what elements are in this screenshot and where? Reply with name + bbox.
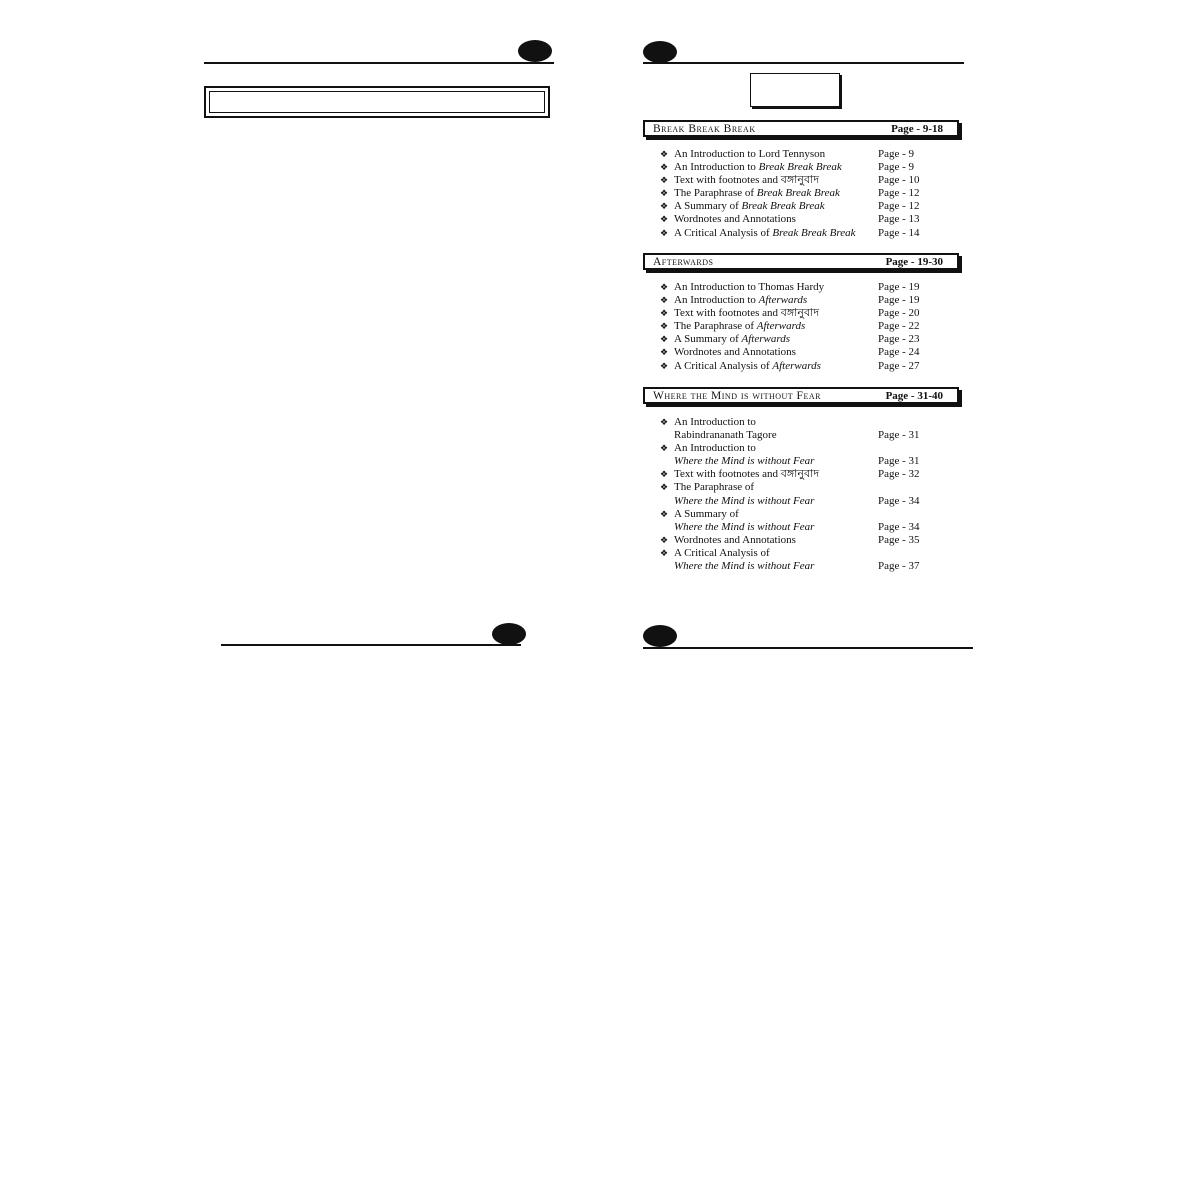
- item-text: Where the Mind is without Fear: [674, 455, 815, 468]
- item-text: Wordnotes and Annotations: [674, 213, 796, 226]
- item-text: A Summary of Afterwards: [674, 333, 791, 346]
- list-item-continuation: [660, 495, 960, 508]
- item-text: A Critical Analysis of Break Break Break: [674, 226, 856, 239]
- item-page: Page - 23: [878, 333, 920, 346]
- list-item: [660, 481, 960, 494]
- bullet-icon: ❖: [660, 282, 669, 292]
- list-item: [660, 187, 960, 200]
- item-page: Page - 20: [878, 307, 920, 320]
- item-page: Page - 37: [878, 560, 920, 573]
- section-title: Afterwards: [653, 255, 714, 268]
- list-item: [660, 360, 960, 373]
- list-item: [660, 468, 960, 481]
- work-title: Afterwards: [741, 333, 791, 346]
- item-page: Page - 19: [878, 294, 920, 307]
- list-item: [660, 281, 960, 294]
- bullet-icon: ❖: [660, 321, 669, 332]
- section-item-list: [660, 148, 960, 240]
- bullet-icon: ❖: [660, 547, 669, 558]
- item-page: Page - 35: [878, 533, 920, 546]
- page6-top-rule: [643, 62, 964, 64]
- bullet-icon: ❖: [660, 175, 669, 186]
- page7-top-rule: [221, 644, 521, 646]
- list-item: [660, 174, 960, 187]
- item-text: Where the Mind is without Fear: [674, 560, 815, 573]
- indent: [660, 429, 674, 442]
- page5-top-rule: [204, 62, 554, 64]
- item-page: Page - 31: [878, 429, 920, 442]
- item-page: Page - 13: [878, 213, 920, 226]
- bullet-icon: ❖: [660, 508, 669, 519]
- item-text: An Introduction to Break Break Break: [674, 161, 842, 174]
- bullet-icon: ❖: [660, 149, 669, 159]
- bullet-icon: ❖: [660, 443, 669, 454]
- indent: [660, 521, 674, 534]
- page6-number: [643, 41, 677, 63]
- list-item-continuation: [660, 455, 960, 468]
- list-item: [660, 320, 960, 333]
- bullet-icon: ❖: [660, 308, 669, 319]
- item-page: Page - 34: [878, 520, 920, 533]
- item-page: Page - 24: [878, 346, 920, 359]
- work-title: Break Break Break: [758, 161, 842, 174]
- work-title: Afterwards: [756, 320, 806, 333]
- item-page: Page - 19: [878, 281, 920, 293]
- work-title: Break Break Break: [772, 226, 856, 239]
- page8-top-rule: [643, 647, 973, 649]
- list-item: [660, 200, 960, 213]
- item-text: Wordnotes and Annotations: [674, 346, 796, 359]
- item-text: An Introduction to: [674, 442, 756, 455]
- item-page: Page - 9: [878, 148, 915, 160]
- page7-number: [492, 623, 526, 645]
- section-item-list: [660, 281, 960, 373]
- work-title: Break Break Break: [756, 187, 840, 200]
- item-text: The Paraphrase of Break Break Break: [674, 187, 840, 200]
- list-item: [660, 442, 960, 455]
- list-item: [660, 333, 960, 346]
- item-text: A Summary of Break Break Break: [674, 200, 825, 213]
- list-item: [660, 416, 960, 429]
- list-item: [660, 307, 960, 320]
- item-text: Where the Mind is without Fear: [674, 494, 815, 507]
- list-item: [660, 213, 960, 226]
- bullet-icon: ❖: [660, 534, 669, 545]
- bullet-icon: ❖: [660, 295, 669, 306]
- bullet-icon: ❖: [660, 201, 669, 212]
- bullet-icon: ❖: [660, 334, 669, 345]
- work-title: Break Break Break: [741, 200, 825, 213]
- section-pages: Page - 19-30: [885, 255, 943, 268]
- syllabus-box: [204, 86, 550, 118]
- work-title: Afterwards: [772, 359, 821, 372]
- list-item-continuation: [660, 560, 960, 573]
- section-header-box: [643, 253, 959, 270]
- section-title: Where the Mind is without Fear: [653, 389, 821, 402]
- bullet-icon: ❖: [660, 347, 669, 358]
- item-text: Wordnotes and Annotations: [674, 533, 796, 546]
- item-text: Where the Mind is without Fear: [674, 520, 815, 533]
- list-item-continuation: [660, 429, 960, 442]
- item-text: A Critical Analysis of Afterwards: [674, 359, 821, 372]
- item-page: Page - 10: [878, 174, 920, 187]
- item-page: Page - 14: [878, 226, 920, 239]
- bullet-icon: ❖: [660, 482, 669, 493]
- item-page: Page - 12: [878, 200, 920, 213]
- item-text: An Introduction to Afterwards: [674, 294, 808, 307]
- list-item: [660, 547, 960, 560]
- work-title: Afterwards: [758, 294, 808, 307]
- item-text: The Paraphrase of: [674, 481, 755, 494]
- section-pages: Page - 31-40: [885, 389, 943, 402]
- bullet-icon: ❖: [660, 417, 669, 427]
- item-page: Page - 32: [878, 468, 920, 481]
- section-header-box: [643, 120, 959, 137]
- item-text: Text with footnotes and বঙ্গানুবাদ: [674, 174, 820, 187]
- bullet-icon: ❖: [660, 469, 669, 480]
- item-text: A Critical Analysis of: [674, 546, 770, 559]
- bullet-icon: ❖: [660, 162, 669, 173]
- bullet-icon: ❖: [660, 188, 669, 199]
- item-text: The Paraphrase of Afterwards: [674, 320, 806, 333]
- list-item-continuation: [660, 521, 960, 534]
- page8-number: [643, 625, 677, 647]
- list-item: [660, 161, 960, 174]
- indent: [660, 455, 674, 468]
- item-text: An Introduction to: [674, 416, 756, 428]
- bullet-icon: ❖: [660, 214, 669, 225]
- item-page: Page - 34: [878, 494, 920, 507]
- page5-number: [518, 40, 552, 62]
- item-page: Page - 9: [878, 161, 915, 174]
- list-item: [660, 346, 960, 359]
- item-text: Rabindrananath Tagore: [674, 429, 777, 442]
- section-title: Break Break Break: [653, 122, 756, 135]
- item-text: A Summary of: [674, 507, 739, 520]
- item-text: Text with footnotes and বঙ্গানুবাদ: [674, 307, 820, 320]
- list-item: [660, 227, 960, 240]
- content-title-box: [750, 73, 840, 107]
- list-item: [660, 294, 960, 307]
- indent: [660, 560, 674, 573]
- section-header-box: [643, 387, 959, 404]
- section-item-list: [660, 416, 960, 573]
- item-text: An Introduction to Lord Tennyson: [674, 148, 826, 160]
- item-page: Page - 22: [878, 320, 920, 333]
- item-page: Page - 27: [878, 359, 920, 372]
- list-item: [660, 508, 960, 521]
- item-page: Page - 31: [878, 455, 920, 468]
- bullet-icon: ❖: [660, 227, 669, 238]
- bullet-icon: ❖: [660, 360, 669, 371]
- section-pages: Page - 9-18: [891, 122, 943, 135]
- item-page: Page - 12: [878, 187, 920, 200]
- item-text: An Introduction to Thomas Hardy: [674, 281, 825, 293]
- list-item: [660, 534, 960, 547]
- list-item: [660, 148, 960, 161]
- indent: [660, 495, 674, 508]
- item-text: Text with footnotes and বঙ্গানুবাদ: [674, 468, 820, 481]
